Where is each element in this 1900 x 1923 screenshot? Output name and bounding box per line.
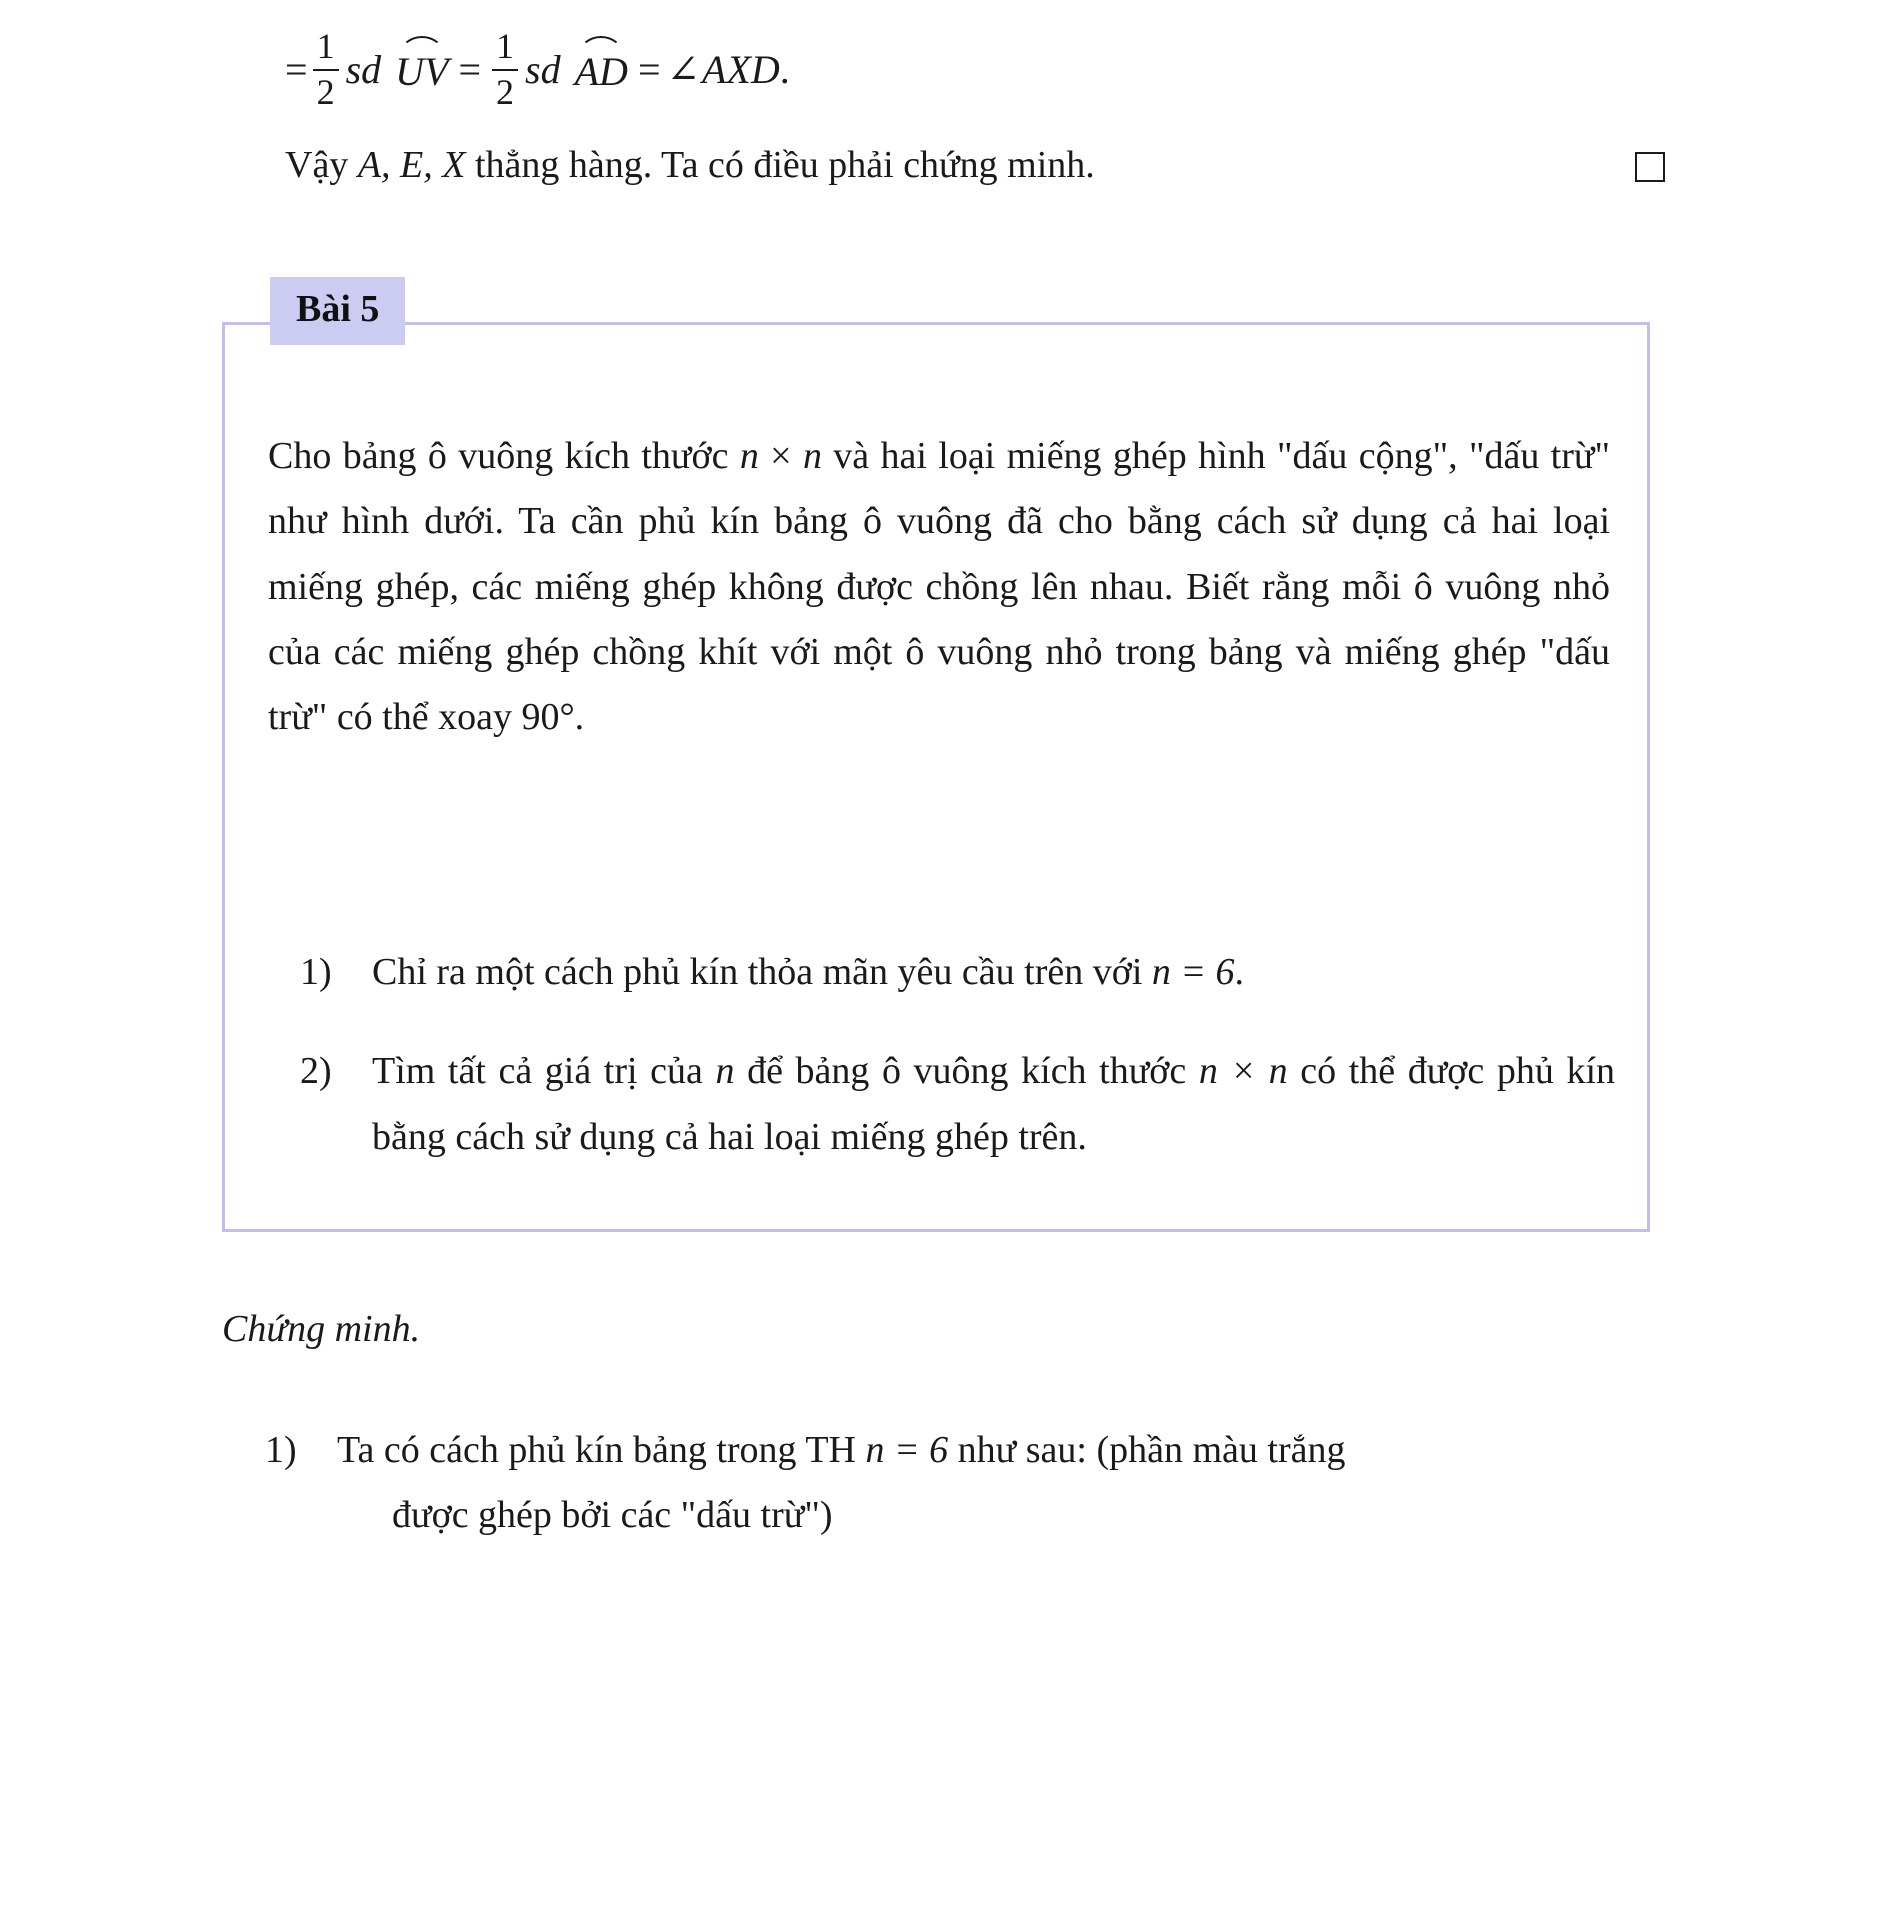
conclusion-suffix: thẳng hàng. Ta có điều phải chứng minh. [465, 144, 1095, 186]
arc-uv-label: UV [395, 48, 449, 94]
fraction-one-half-second [492, 28, 518, 112]
paragraph-seg-times: × [758, 435, 803, 477]
proof-heading: Chứng minh. [222, 1308, 421, 1350]
formula-equals-2: = [458, 46, 482, 92]
paragraph-seg-2: và hai loại miếng ghép hình "dấu cộng", "dấu trừ" như hình dưới. Ta cần phủ kín bảng ô vuông đã cho bằng cách sử dụng cả hai loại miếng ghép, các miếng ghép không được chồng lên nhau. Biết rằng mỗi ô vuông nhỏ của các miếng ghép chồng khít với một ô vuông nhỏ trong bảng và miếng ghép "dấu trừ" có thể xoay 90°. [268, 435, 1610, 739]
item1-text-b: . [1234, 951, 1245, 993]
fraction-one-half-first [313, 28, 339, 112]
proof-math-n6: n = 6 [865, 1429, 949, 1471]
proof-text-b: như sau: (phần màu trắng [948, 1429, 1346, 1471]
proof-text-c: được ghép bởi các "dấu trừ") [392, 1494, 833, 1537]
item2-text-a: Tìm tất cả giá trị của [372, 1050, 716, 1093]
list-item-text [372, 940, 1615, 1005]
list-item-text [337, 1418, 1665, 1549]
conclusion-points: A, E, X [357, 144, 466, 186]
arc-overline-icon [579, 36, 623, 54]
proof-text-a: Ta có cách phủ kín bảng trong TH [337, 1429, 866, 1471]
list-marker: 1) [265, 1429, 297, 1471]
fraction-numerator: 1 [316, 26, 335, 66]
proof-numbered-list [265, 1418, 1665, 1579]
math-formula-line [285, 28, 790, 112]
problem-numbered-list [300, 940, 1615, 1170]
paragraph-seg-1: Cho bảng ô vuông kích thước [268, 435, 740, 477]
item1-text-a: Chỉ ra một cách phủ kín thỏa mãn yêu cầu trên với [372, 951, 1152, 993]
list-item-text [372, 1039, 1615, 1170]
qed-square-icon [1635, 152, 1665, 182]
angle-symbol-icon: ∠ [666, 46, 701, 92]
fraction-numerator: 1 [496, 26, 515, 66]
item2-math-nxn: n × n [1198, 1050, 1288, 1093]
list-item [265, 1418, 1665, 1549]
fraction-denominator: 2 [496, 71, 515, 112]
sd-operator-second: sd [525, 46, 561, 92]
fraction-bar [492, 69, 518, 71]
formula-equals-1: = [285, 46, 308, 92]
arc-uv-group [395, 48, 448, 92]
fraction-denominator: 2 [316, 71, 335, 112]
item2-text-b: để bảng ô vuông kích thước [734, 1050, 1199, 1093]
problem-badge-title: Bài 5 [270, 277, 405, 345]
paragraph-math-n-2: n [802, 435, 822, 477]
list-item [300, 940, 1615, 1005]
formula-equals-3: = [637, 46, 661, 92]
problem-paragraph-text [268, 424, 1610, 751]
angle-axd-label: AXD [702, 46, 780, 92]
arc-ad-group [575, 48, 628, 92]
conclusion-line [285, 140, 1095, 191]
item2-math-n: n [715, 1050, 735, 1093]
list-marker: 2) [300, 1050, 332, 1093]
item1-math-n6: n = 6 [1151, 951, 1235, 993]
conclusion-prefix: Vậy [285, 144, 358, 186]
arc-ad-label: AD [574, 48, 628, 94]
problem-statement-paragraph [268, 424, 1610, 751]
sd-operator-first: sd [345, 46, 382, 92]
item2-text-c: có thể được phủ kín bằng cách sử dụng cả hai loại miếng ghép trên. [372, 1050, 1615, 1158]
formula-period: . [779, 46, 790, 92]
list-item [300, 1039, 1615, 1170]
paragraph-math-n-1: n [739, 435, 759, 477]
fraction-bar [313, 69, 339, 71]
list-marker: 1) [300, 951, 332, 993]
arc-overline-icon [400, 36, 444, 54]
